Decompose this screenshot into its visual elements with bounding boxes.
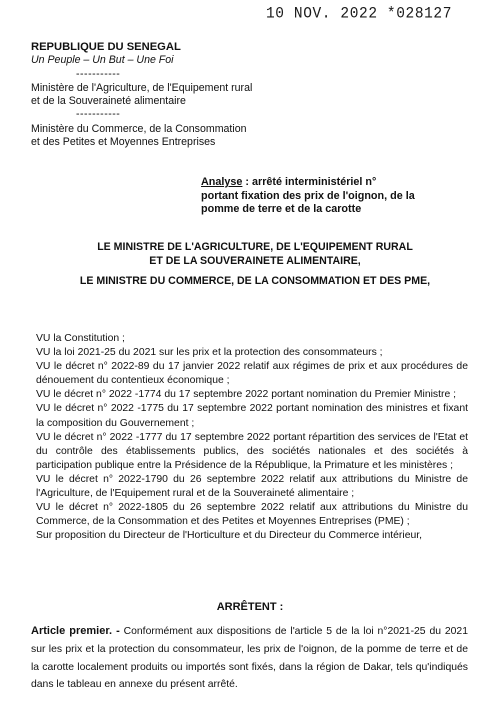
separator: ----------- — [76, 108, 121, 121]
consideration-item: VU le décret n° 2022 -1775 du 17 septembre 2022 portant nomination des ministres et fixant la composition du Gouvernement ; — [36, 403, 468, 429]
republic-name: REPUBLIQUE DU SENEGAL — [31, 41, 181, 53]
analyse-label: Analyse — [201, 176, 243, 188]
analyse-block — [201, 176, 461, 217]
analyse-text-line3: pomme de terre et de la carotte — [201, 203, 362, 216]
consideration-item: Sur proposition du Directeur de l'Horticulture et du Directeur du Commerce intérieur, — [36, 530, 423, 542]
considerations-list — [36, 332, 468, 543]
consideration-item: VU le décret n° 2022-1790 du 26 septembre 2022 relatif aux attributions du Ministre de l'Agriculture, de l'Equipement rural et de la Souveraineté alimentaire ; — [36, 473, 468, 500]
separator: ----------- — [76, 67, 121, 80]
ministry-agriculture-line1: Ministère de l'Agriculture, de l'Equipement rural — [31, 81, 253, 94]
ministry-commerce-line2: et des Petites et Moyennes Entreprises — [31, 136, 216, 149]
consideration-item: VU le décret n° 2022-89 du 17 janvier 2022 relatif aux régimes de prix et aux procédures de dénouement du contentieux économique ; — [36, 361, 468, 387]
arretent-heading: ARRÊTENT : — [216, 601, 284, 613]
consideration-item: VU le décret n° 2022 -1774 du 17 septembre 2022 portant nomination du Premier Ministre ; — [36, 389, 457, 401]
date-stamp: 10 NOV. 2022 *028127 — [266, 5, 453, 23]
analyse-text-line1: : arrêté interministériel n° — [242, 176, 377, 188]
ministry-agriculture-line2: et de la Souveraineté alimentaire — [31, 95, 186, 108]
title-line1: LE MINISTRE DE L'AGRICULTURE, DE L'EQUIPEMENT RURAL — [97, 241, 413, 253]
national-motto: Un Peuple – Un But – Une Foi — [31, 54, 174, 67]
document-title — [20, 241, 490, 289]
analyse-text-line2: portant fixation des prix de l'oignon, de la — [201, 189, 415, 202]
ministry-commerce-line1: Ministère du Commerce, de la Consommation — [31, 122, 247, 135]
article-text: Conformément aux dispositions de l'article 5 de la loi n°2021-25 du 2021 sur les prix et la protection du consommateur, les prix de l'oignon, de la pomme de terre et de la carotte localement produits ou importés sont fixés, dans la région de Dakar, tels qu'indiqués dans le tableau en annexe du présent arrêté. — [31, 626, 468, 691]
letterhead — [31, 41, 252, 149]
consideration-item: VU la Constitution ; — [36, 333, 125, 344]
consideration-item: VU le décret n° 2022-1805 du 26 septembre 2022 relatif aux attributions du Ministre du Commerce, de la Consommation et des Petites et Moyennes Entreprises (PME) ; — [36, 502, 468, 528]
article-premier — [31, 623, 468, 694]
consideration-item: VU la loi 2021-25 du 2021 sur les prix et la protection des consommateurs ; — [36, 347, 383, 359]
consideration-item: VU le décret n° 2022 -1777 du 17 septembre 2022 portant répartition des services de l'Etat et du contrôle des établissements publics, des sociétés nationales et des sociétés à participation publique entre la Présidence de la République, la Primature et les ministères ; — [36, 431, 468, 471]
title-line3: LE MINISTRE DU COMMERCE, DE LA CONSOMMATION ET DES PME, — [79, 275, 431, 287]
article-label: Article premier. - — [31, 625, 120, 637]
title-line2: ET DE LA SOUVERAINETE ALIMENTAIRE, — [149, 254, 361, 267]
